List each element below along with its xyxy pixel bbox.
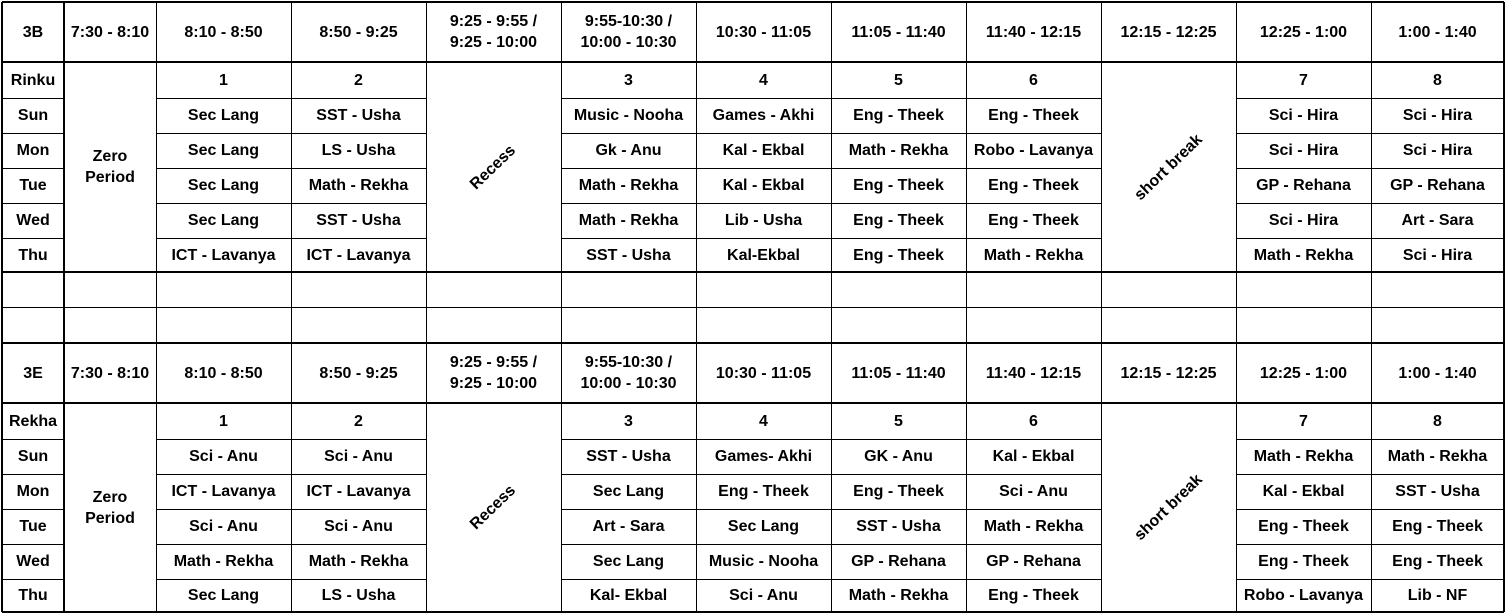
- period-cell: Sci - Anu: [324, 448, 393, 465]
- period-cell: Eng - Theek: [1258, 518, 1349, 535]
- time-slot-header: 11:40 - 12:15: [985, 364, 1082, 382]
- grid-line: [2, 168, 64, 169]
- grid-line: [1371, 2, 1372, 272]
- time-slot-header: 8:50 - 9:25: [319, 23, 398, 41]
- period-number: 1: [219, 412, 228, 430]
- recess-label-cell: [426, 403, 561, 612]
- time-slot-header: 9:25 - 9:55 / 9:25 - 10:00: [449, 354, 538, 392]
- period-cell: Sci - Hira: [1268, 212, 1339, 229]
- period-cell: Eng - Theek: [718, 483, 809, 500]
- class-label: 3E: [23, 364, 43, 382]
- period-number: 5: [894, 71, 903, 89]
- grid-line: [1, 272, 3, 343]
- day-label: Thu: [18, 246, 48, 264]
- grid-line: [2, 271, 1504, 273]
- period-cell: Sec Lang: [592, 483, 665, 500]
- grid-line: [1, 2, 3, 272]
- period-cell: Sci - Hira: [1402, 142, 1473, 159]
- time-slot-header: 10:30 - 11:05: [715, 364, 812, 382]
- period-cell: Math - Rekha: [578, 212, 679, 229]
- period-cell: Sec Lang: [187, 587, 260, 604]
- time-slot-header: 7:30 - 8:10: [70, 23, 150, 41]
- period-cell: Sci - Hira: [1268, 142, 1339, 159]
- grid-line: [1236, 133, 1504, 134]
- grid-line: [2, 307, 1504, 308]
- grid-line: [1236, 509, 1504, 510]
- period-cell: SST - Usha: [316, 212, 401, 229]
- period-number: 4: [759, 71, 768, 89]
- grid-line: [1236, 2, 1237, 272]
- period-cell: Eng - Theek: [853, 177, 944, 194]
- grid-line: [63, 343, 65, 612]
- grid-line: [2, 544, 64, 545]
- grid-line: [1101, 272, 1102, 343]
- period-cell: GP - Rehana: [1256, 177, 1351, 194]
- period-number: 2: [354, 412, 363, 430]
- period-cell: LS - Usha: [321, 142, 396, 159]
- period-cell: Eng - Theek: [988, 212, 1079, 229]
- period-number: 2: [354, 71, 363, 89]
- grid-line: [291, 343, 292, 612]
- period-cell: ICT - Lavanya: [306, 483, 411, 500]
- grid-line: [1101, 343, 1102, 612]
- period-cell: Eng - Theek: [1258, 553, 1349, 570]
- period-cell: Sci - Hira: [1402, 107, 1473, 124]
- period-cell: Kal- Ekbal: [589, 587, 668, 604]
- period-cell: Eng - Theek: [1392, 553, 1483, 570]
- recess-label: Recess: [467, 481, 520, 534]
- grid-line: [426, 2, 427, 272]
- grid-line: [561, 272, 562, 343]
- period-cell: SST - Usha: [1395, 483, 1480, 500]
- grid-line: [426, 272, 427, 343]
- period-cell: Sec Lang: [187, 212, 260, 229]
- grid-line: [696, 272, 697, 343]
- period-cell: Kal - Ekbal: [722, 177, 805, 194]
- day-label: Tue: [19, 518, 47, 535]
- period-cell: Math - Rekha: [1253, 448, 1354, 465]
- day-label: Wed: [16, 553, 50, 570]
- period-number: 6: [1029, 412, 1038, 430]
- period-cell: Eng - Theek: [853, 107, 944, 124]
- time-slot-header: 7:30 - 8:10: [70, 364, 150, 382]
- grid-line: [2, 402, 1504, 404]
- grid-line: [156, 343, 157, 612]
- period-cell: SST - Usha: [856, 518, 941, 535]
- period-cell: Sec Lang: [187, 177, 260, 194]
- period-cell: ICT - Lavanya: [171, 246, 276, 264]
- time-slot-header: 8:50 - 9:25: [319, 364, 398, 382]
- period-cell: Robo - Lavanya: [1243, 587, 1364, 604]
- period-cell: Eng - Theek: [988, 587, 1079, 604]
- time-slot-header: 11:05 - 11:40: [851, 23, 946, 41]
- day-label: Sun: [17, 448, 49, 465]
- grid-line: [1101, 2, 1102, 272]
- grid-line: [696, 2, 697, 272]
- grid-line: [966, 2, 967, 272]
- grid-line: [2, 98, 64, 99]
- grid-line: [2, 1, 1504, 3]
- grid-line: [966, 343, 967, 612]
- grid-line: [1236, 579, 1504, 580]
- grid-line: [2, 203, 64, 204]
- time-slot-header: 10:30 - 11:05: [715, 23, 812, 41]
- period-cell: Math - Rekha: [1253, 246, 1354, 264]
- period-cell: Eng - Theek: [853, 212, 944, 229]
- grid-line: [1236, 439, 1504, 440]
- period-cell: Math - Rekha: [848, 587, 949, 604]
- period-cell: Eng - Theek: [1392, 518, 1483, 535]
- day-label: Mon: [16, 483, 50, 500]
- period-number: 3: [624, 71, 633, 89]
- grid-line: [63, 2, 65, 272]
- period-cell: Kal - Ekbal: [722, 142, 805, 159]
- grid-line: [831, 2, 832, 272]
- period-cell: Sci - Anu: [729, 587, 798, 604]
- grid-line: [2, 509, 64, 510]
- period-cell: Math - Rekha: [308, 177, 409, 194]
- period-number: 7: [1299, 412, 1308, 430]
- period-cell: Sci - Anu: [189, 448, 258, 465]
- time-slot-header: 9:25 - 9:55 / 9:25 - 10:00: [449, 13, 538, 51]
- period-cell: Kal - Ekbal: [992, 448, 1075, 465]
- period-cell: Music - Nooha: [573, 107, 684, 124]
- period-number: 6: [1029, 71, 1038, 89]
- period-cell: Math - Rekha: [173, 553, 274, 570]
- period-cell: SST - Usha: [586, 246, 671, 264]
- period-number: 3: [624, 412, 633, 430]
- period-cell: SST - Usha: [316, 107, 401, 124]
- grid-line: [831, 343, 832, 612]
- period-cell: Lib - NF: [1407, 587, 1468, 604]
- period-cell: Lib - Usha: [724, 212, 803, 229]
- grid-line: [696, 343, 697, 612]
- period-cell: Games- Akhi: [714, 448, 813, 465]
- period-number: 5: [894, 412, 903, 430]
- short-break-label-cell: [1101, 62, 1236, 272]
- grid-line: [291, 2, 292, 272]
- period-cell: GP - Rehana: [986, 553, 1081, 570]
- grid-line: [291, 272, 292, 343]
- period-cell: Sci - Anu: [189, 518, 258, 535]
- grid-line: [156, 2, 157, 272]
- day-label: Mon: [16, 142, 50, 159]
- grid-line: [966, 272, 967, 343]
- period-cell: Kal-Ekbal: [727, 246, 800, 264]
- period-cell: Sec Lang: [592, 553, 665, 570]
- day-label: Tue: [19, 177, 47, 194]
- period-cell: Games - Akhi: [712, 107, 815, 124]
- grid-line: [1236, 98, 1504, 99]
- time-slot-header: 12:15 - 12:25: [1120, 23, 1217, 41]
- class-label: 3B: [22, 23, 44, 41]
- period-cell: Kal - Ekbal: [1262, 483, 1345, 500]
- period-cell: Robo - Lavanya: [973, 142, 1094, 159]
- time-slot-header: 12:15 - 12:25: [1120, 364, 1217, 382]
- period-cell: Math - Rekha: [983, 246, 1084, 264]
- zero-period: Zero Period: [85, 488, 135, 527]
- grid-line: [1371, 343, 1372, 612]
- period-cell: Math - Rekha: [983, 518, 1084, 535]
- grid-line: [156, 272, 157, 343]
- period-cell: Math - Rekha: [308, 553, 409, 570]
- period-cell: Eng - Theek: [853, 246, 944, 264]
- period-cell: GK - Anu: [864, 448, 933, 465]
- grid-line: [2, 439, 64, 440]
- grid-line: [2, 342, 1504, 344]
- time-slot-header: 1:00 - 1:40: [1398, 23, 1477, 41]
- period-cell: Sec Lang: [187, 107, 260, 124]
- class-teacher: Rekha: [8, 412, 58, 430]
- time-slot-header: 8:10 - 8:50: [184, 364, 263, 382]
- grid-line: [2, 133, 64, 134]
- day-label: Sun: [17, 107, 49, 124]
- short-break-label: short break: [1131, 471, 1206, 544]
- period-cell: Music - Nooha: [708, 553, 819, 570]
- period-number: 4: [759, 412, 768, 430]
- grid-line: [1236, 544, 1504, 545]
- time-slot-header: 1:00 - 1:40: [1398, 364, 1477, 382]
- period-cell: Math - Rekha: [848, 142, 949, 159]
- grid-line: [2, 611, 1504, 613]
- grid-line: [1503, 343, 1505, 612]
- period-number: 1: [219, 71, 228, 89]
- grid-line: [63, 272, 65, 343]
- class-teacher: Rinku: [10, 71, 56, 89]
- grid-line: [2, 474, 64, 475]
- grid-line: [1503, 272, 1505, 343]
- zero-period: Zero Period: [85, 148, 135, 186]
- period-cell: Eng - Theek: [988, 107, 1079, 124]
- recess-label: Recess: [467, 141, 520, 193]
- time-slot-header: 9:55-10:30 / 10:00 - 10:30: [580, 13, 677, 51]
- period-cell: ICT - Lavanya: [306, 246, 411, 264]
- grid-line: [1236, 203, 1504, 204]
- grid-line: [1236, 474, 1504, 475]
- period-cell: Art - Sara: [592, 518, 665, 535]
- period-cell: Math - Rekha: [578, 177, 679, 194]
- day-label: Thu: [18, 587, 48, 604]
- grid-line: [1236, 238, 1504, 239]
- recess-label-cell: [426, 62, 561, 272]
- grid-line: [1236, 168, 1504, 169]
- time-slot-header: 9:55-10:30 / 10:00 - 10:30: [580, 354, 677, 392]
- grid-line: [561, 2, 562, 272]
- grid-line: [2, 579, 64, 580]
- short-break-label-cell: [1101, 403, 1236, 612]
- period-cell: GP - Rehana: [1390, 177, 1485, 194]
- period-cell: Sci - Anu: [999, 483, 1068, 500]
- grid-line: [1236, 272, 1237, 343]
- period-cell: SST - Usha: [586, 448, 671, 465]
- period-cell: Art - Sara: [1401, 212, 1474, 229]
- period-number: 7: [1299, 71, 1308, 89]
- grid-line: [2, 61, 1504, 63]
- grid-line: [1, 343, 3, 612]
- period-cell: Sci - Anu: [324, 518, 393, 535]
- grid-line: [426, 343, 427, 612]
- period-cell: Eng - Theek: [853, 483, 944, 500]
- time-slot-header: 11:40 - 12:15: [985, 23, 1082, 41]
- period-number: 8: [1433, 412, 1442, 430]
- period-cell: LS - Usha: [321, 587, 396, 604]
- grid-line: [1236, 343, 1237, 612]
- period-cell: Eng - Theek: [988, 177, 1079, 194]
- period-number: 8: [1433, 71, 1442, 89]
- grid-line: [1503, 2, 1505, 272]
- time-slot-header: 12:25 - 1:00: [1259, 364, 1348, 382]
- period-cell: Sec Lang: [727, 518, 800, 535]
- period-cell: Sci - Hira: [1268, 107, 1339, 124]
- period-cell: Math - Rekha: [1387, 448, 1488, 465]
- period-cell: Sec Lang: [187, 142, 260, 159]
- period-cell: ICT - Lavanya: [171, 483, 276, 500]
- grid-line: [831, 272, 832, 343]
- day-label: Wed: [16, 212, 50, 229]
- grid-line: [2, 238, 64, 239]
- period-cell: GP - Rehana: [851, 553, 946, 570]
- time-slot-header: 12:25 - 1:00: [1259, 23, 1348, 41]
- period-cell: Sci - Hira: [1402, 246, 1473, 264]
- time-slot-header: 8:10 - 8:50: [184, 23, 263, 41]
- period-cell: Gk - Anu: [595, 142, 662, 159]
- time-slot-header: 11:05 - 11:40: [851, 364, 946, 382]
- grid-line: [1371, 272, 1372, 343]
- grid-line: [561, 343, 562, 612]
- short-break-label: short break: [1131, 130, 1206, 204]
